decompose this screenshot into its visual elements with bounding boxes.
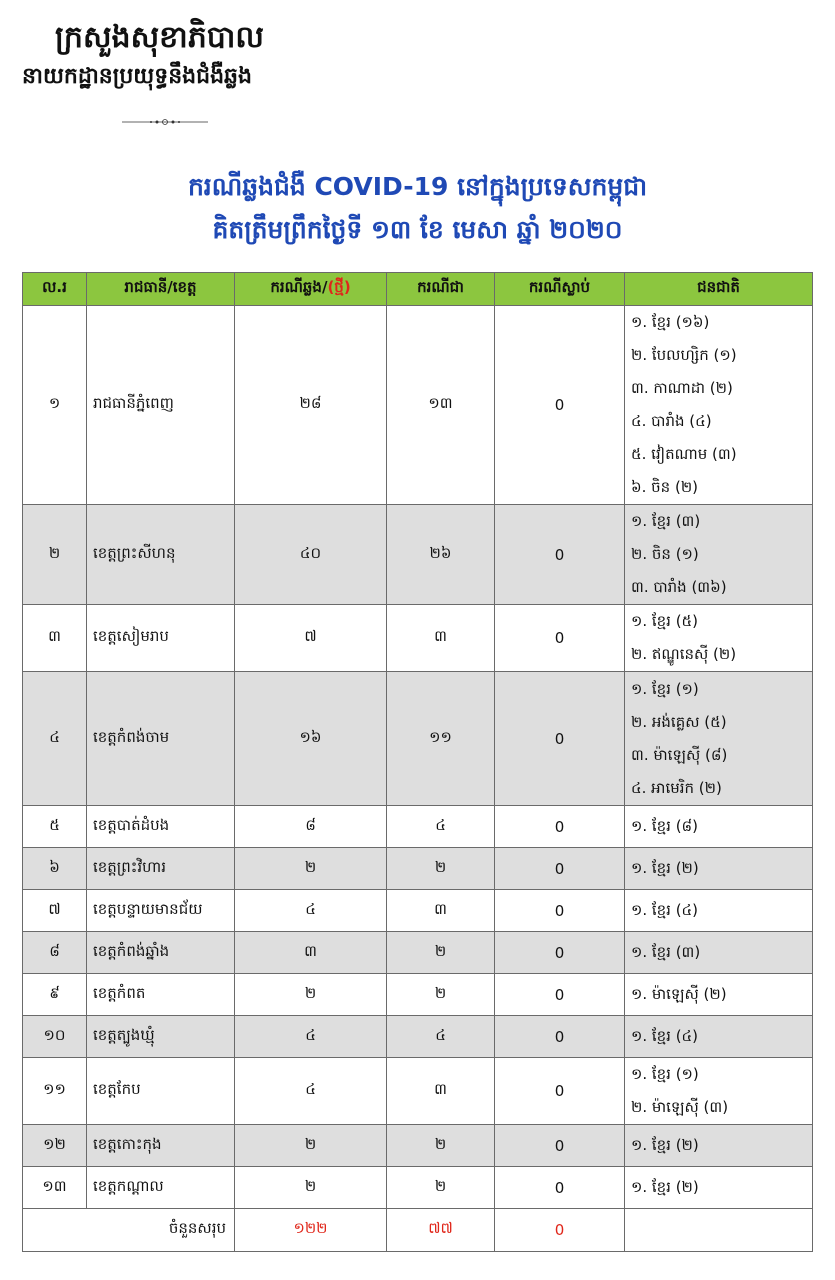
report-title: ករណីឆ្លងជំងឺ COVID-19 នៅក្នុងប្រទេសកម្ពុជា <box>187 172 648 201</box>
department-name: នាយកដ្ឋានប្រយុទ្ធនឹងជំងឺឆ្លង <box>22 64 252 89</box>
cell-no: ១១ <box>23 1058 87 1125</box>
nationality-entry: ៤. អាមេរិក (២) <box>631 778 722 797</box>
cell-no: ៥ <box>23 806 87 848</box>
cell-province: ខេត្តកែប <box>87 1058 235 1125</box>
total-row <box>23 1209 813 1252</box>
cell-cases: ៤០ <box>235 505 387 605</box>
total-nationality <box>625 1209 813 1252</box>
cell-province: ខេត្តកំពង់ចាម <box>87 672 235 806</box>
cell-province: ខេត្តកំពង់ឆ្នាំង <box>87 932 235 974</box>
cell-deaths: 0 <box>495 932 625 974</box>
cell-deaths: 0 <box>495 1058 625 1125</box>
cell-province: ខេត្តបន្ទាយមានជ័យ <box>87 890 235 932</box>
covid-cases-table <box>22 272 813 1252</box>
total-label: ចំនួនសរុប <box>23 1209 235 1252</box>
nationality-entry: ២. ឥណ្ឌូនេស៊ី (២) <box>631 645 737 663</box>
header-no: ល.រ <box>23 273 87 306</box>
total-cases: ១២២ <box>235 1209 387 1252</box>
cell-deaths: 0 <box>495 1167 625 1209</box>
cell-nationality <box>625 974 813 1016</box>
nationality-entry: ១. ខ្មែរ (៨) <box>631 817 699 835</box>
cell-province: ខេត្តកោះកុង <box>87 1125 235 1167</box>
cell-deaths: 0 <box>495 306 625 505</box>
cell-cases: ៤ <box>235 1058 387 1125</box>
cell-recovered: ៤ <box>387 806 495 848</box>
cell-nationality <box>625 1016 813 1058</box>
cell-no: ៩ <box>23 974 87 1016</box>
cell-deaths: 0 <box>495 1125 625 1167</box>
cell-deaths: 0 <box>495 890 625 932</box>
cell-cases: ២ <box>235 974 387 1016</box>
cell-recovered: ២ <box>387 974 495 1016</box>
cell-province: ខេត្តកណ្តាល <box>87 1167 235 1209</box>
cell-cases: ៤ <box>235 1016 387 1058</box>
cell-cases: ២ <box>235 848 387 890</box>
cell-recovered: ២៦ <box>387 505 495 605</box>
cell-no: ១០ <box>23 1016 87 1058</box>
table-row <box>23 605 813 672</box>
header-new-open: ( <box>327 278 335 296</box>
cell-nationality <box>625 1058 813 1125</box>
cell-recovered: ២ <box>387 848 495 890</box>
header-cases-label: ករណីឆ្លង/ <box>270 278 328 296</box>
nationality-entry: ២. បែលហ្សិក (១) <box>631 346 737 364</box>
cell-deaths: 0 <box>495 672 625 806</box>
total-recovered: ៧៧ <box>387 1209 495 1252</box>
cell-nationality <box>625 505 813 605</box>
cell-nationality <box>625 890 813 932</box>
total-deaths: 0 <box>495 1209 625 1252</box>
cell-recovered: ៣ <box>387 890 495 932</box>
nationality-entry: ៤. បារាំង (៤) <box>631 412 712 430</box>
table-row <box>23 505 813 605</box>
cell-no: ៣ <box>23 605 87 672</box>
cell-cases: ២ <box>235 1167 387 1209</box>
table-row <box>23 1167 813 1209</box>
cell-cases: ២ <box>235 1125 387 1167</box>
cell-cases: ៤ <box>235 890 387 932</box>
cell-province: រាជធានីភ្នំពេញ <box>87 306 235 505</box>
cell-no: ៧ <box>23 890 87 932</box>
nationality-entry: ៣. កាណាដា (២) <box>631 379 733 397</box>
cell-deaths: 0 <box>495 1016 625 1058</box>
cell-nationality <box>625 806 813 848</box>
cell-nationality <box>625 672 813 806</box>
nationality-entry: ១. ខ្មែរ (៣) <box>631 512 701 530</box>
header-recovered: ករណីជា <box>387 273 495 306</box>
nationality-entry: ១. ខ្មែរ (៥) <box>631 612 699 630</box>
cell-recovered: ២ <box>387 1167 495 1209</box>
nationality-entry: ១. ខ្មែរ (២) <box>631 1136 699 1154</box>
nationality-entry: ២. ម៉ាឡេស៊ី (៣) <box>631 1098 729 1116</box>
header-deaths: ករណីស្លាប់ <box>495 273 625 306</box>
cell-no: ១ <box>23 306 87 505</box>
header-nationality: ជនជាតិ <box>625 273 813 306</box>
cell-nationality <box>625 1125 813 1167</box>
nationality-entry: ១. ខ្មែរ (២) <box>631 859 699 877</box>
table-row <box>23 306 813 505</box>
cell-deaths: 0 <box>495 806 625 848</box>
cell-recovered: ៣ <box>387 1058 495 1125</box>
cell-nationality <box>625 1167 813 1209</box>
cell-recovered: ៤ <box>387 1016 495 1058</box>
table-row <box>23 1125 813 1167</box>
nationality-entry: ១. ខ្មែរ (១) <box>631 679 699 698</box>
nationality-entry: ១. ខ្មែរ (៤) <box>631 901 699 919</box>
cell-nationality <box>625 848 813 890</box>
cell-no: ៤ <box>23 672 87 806</box>
cell-deaths: 0 <box>495 974 625 1016</box>
cell-province: ខេត្តបាត់ដំបង <box>87 806 235 848</box>
header-province: រាជធានី/ខេត្ត <box>87 273 235 306</box>
cell-cases: ៨ <box>235 806 387 848</box>
nationality-entry: ១. ខ្មែរ (១) <box>631 1065 699 1083</box>
table-row <box>23 1058 813 1125</box>
report-date: គិតត្រឹមព្រឹកថ្ងៃទី ១៣ ខែ មេសា ឆ្នាំ ២០២០ <box>212 215 623 244</box>
cell-deaths: 0 <box>495 848 625 890</box>
table-row <box>23 1016 813 1058</box>
nationality-entry: ១. ម៉ាឡេស៊ី (២) <box>631 985 727 1003</box>
cell-nationality <box>625 605 813 672</box>
cell-recovered: ២ <box>387 1125 495 1167</box>
table-row <box>23 672 813 806</box>
cell-cases: ៣ <box>235 932 387 974</box>
nationality-entry: ១. ខ្មែរ (២) <box>631 1178 699 1196</box>
nationality-entry: ៣. បារាំង (៣៦) <box>631 578 727 596</box>
cell-deaths: 0 <box>495 605 625 672</box>
cell-recovered: ១៣ <box>387 306 495 505</box>
cell-recovered: ៣ <box>387 605 495 672</box>
table-header-row <box>23 273 813 306</box>
cell-no: ៨ <box>23 932 87 974</box>
cell-nationality <box>625 306 813 505</box>
cell-no: ១២ <box>23 1125 87 1167</box>
nationality-entry: ១. ខ្មែរ (៣) <box>631 943 701 961</box>
nationality-entry: ៦. ចិន (២) <box>631 478 699 496</box>
nationality-entry: ៣. ម៉ាឡេស៊ី (៨) <box>631 745 728 764</box>
cell-cases: ១៦ <box>235 672 387 806</box>
cell-recovered: ២ <box>387 932 495 974</box>
header-new-label: ថ្មី <box>334 278 344 296</box>
table-row <box>23 932 813 974</box>
decorative-ornament <box>122 118 208 126</box>
table-row <box>23 974 813 1016</box>
cell-province: ខេត្តត្បូងឃ្មុំ <box>87 1016 235 1058</box>
table-row <box>23 848 813 890</box>
header-cases <box>235 273 387 306</box>
nationality-entry: ១. ខ្មែរ (៤) <box>631 1027 699 1045</box>
cell-province: ខេត្តសៀមរាប <box>87 605 235 672</box>
cell-nationality <box>625 932 813 974</box>
cell-deaths: 0 <box>495 505 625 605</box>
cell-province: ខេត្តកំពត <box>87 974 235 1016</box>
nationality-entry: ១. ខ្មែរ (១៦) <box>631 313 710 331</box>
cell-province: ខេត្តព្រះសីហនុ <box>87 505 235 605</box>
cell-no: ៦ <box>23 848 87 890</box>
cell-cases: ៧ <box>235 605 387 672</box>
cell-recovered: ១១ <box>387 672 495 806</box>
table-row <box>23 890 813 932</box>
ministry-name: ក្រសួងសុខាភិបាល <box>55 20 264 55</box>
cell-no: ២ <box>23 505 87 605</box>
nationality-entry: ២. អង់គ្លេស (៥) <box>631 712 727 731</box>
table-row <box>23 806 813 848</box>
cell-cases: ២៨ <box>235 306 387 505</box>
cell-no: ១៣ <box>23 1167 87 1209</box>
header-new-close: ) <box>343 278 351 296</box>
nationality-entry: ៥. វៀតណាម (៣) <box>631 445 737 463</box>
cell-province: ខេត្តព្រះវិហារ <box>87 848 235 890</box>
nationality-entry: ២. ចិន (១) <box>631 545 699 563</box>
